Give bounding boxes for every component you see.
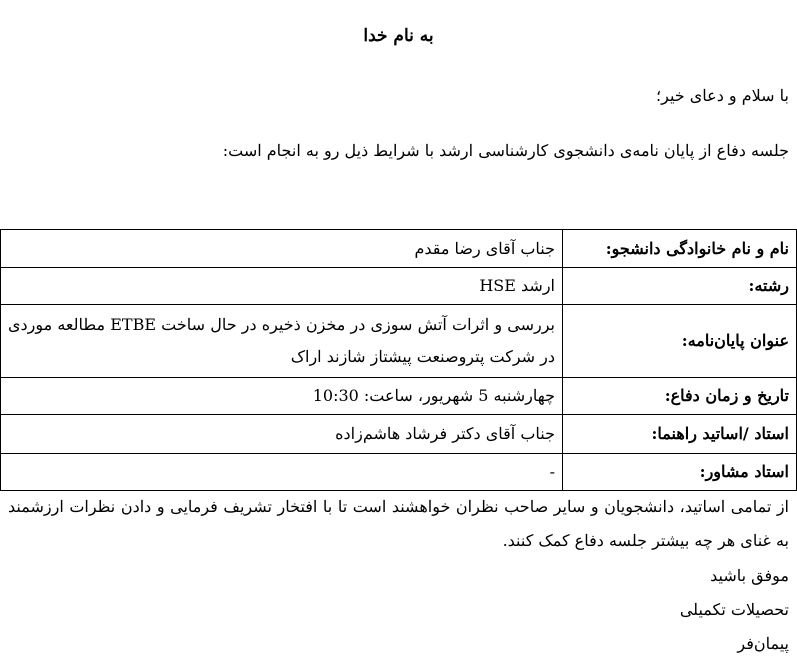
invitation-paragraph: از تمامی اساتید، دانشجویان و سایر صاحب نظران خواهشند است تا با افتخار تشریف فرمایی و دادن نظرات ارزشمند به غنای هر چه بیشتر جلسه دفاع کمک کنند. xyxy=(8,497,790,550)
major-value: ارشد HSE xyxy=(1,268,563,305)
student-name-label: نام و نام خانوادگی دانشجو: xyxy=(563,230,797,268)
supervisor-value: جناب آقای دکتر فرشاد هاشم‌زاده xyxy=(1,415,563,454)
table-row-major xyxy=(1,268,797,305)
intro-text: جلسه دفاع از پایان نامه‌ی دانشجوی کارشناسی ارشد با شرایط ذیل رو به انجام است: xyxy=(222,141,789,160)
table-row-thesis-title xyxy=(1,305,797,378)
defense-details-table xyxy=(0,229,797,491)
defense-date-label: تاریخ و زمان دفاع: xyxy=(563,378,797,415)
advisor-label: استاد مشاور: xyxy=(563,454,797,491)
document-title: به نام خدا xyxy=(363,26,434,46)
major-label: رشته: xyxy=(563,268,797,305)
supervisor-label: استاد /اساتید راهنما: xyxy=(563,415,797,454)
thesis-title-label: عنوان پایان‌نامه: xyxy=(563,305,797,378)
advisor-value: - xyxy=(1,454,563,491)
institution-signature: پیمان‌فر xyxy=(737,634,789,653)
student-name-value: جناب آقای رضا مقدم xyxy=(1,230,563,268)
defense-date-value: چهارشنبه 5 شهریور، ساعت: 10:30 xyxy=(1,378,563,415)
thesis-title-value: بررسی و اثرات آتش سوزی در مخزن ذخیره در حال ساخت ETBE مطالعه موردی در شرکت پتروصنعت پیشتاز شازند اراک xyxy=(1,305,563,378)
table-row-defense-date xyxy=(1,378,797,415)
table-row-supervisor xyxy=(1,415,797,454)
table-row-student-name xyxy=(1,230,797,268)
table-row-advisor xyxy=(1,454,797,491)
greeting-text: با سلام و دعای خیر؛ xyxy=(656,86,789,105)
closing-wish: موفق باشید xyxy=(710,566,789,585)
department-signature: تحصیلات تکمیلی xyxy=(679,600,789,619)
